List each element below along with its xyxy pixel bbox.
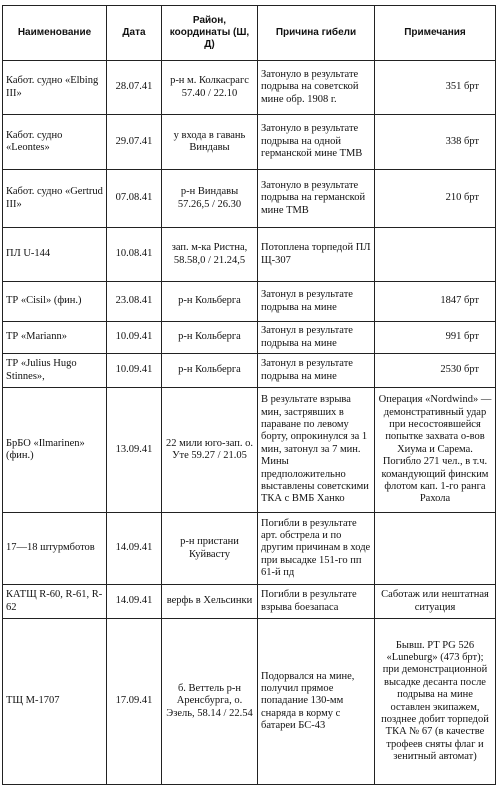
cell-cause: Потоплена торпедой ПЛ Щ-307 xyxy=(258,228,375,282)
cell-name: ТР «Cisil» (фин.) xyxy=(3,282,107,322)
table-row xyxy=(3,61,496,115)
cell-cause: Затонул в результате подрыва на мине xyxy=(258,322,375,354)
cell-date: 29.07.41 xyxy=(107,115,162,170)
cell-name: ТР «Julius Hugo Stinnes», xyxy=(3,354,107,388)
cell-cause: Затонуло в результате подрыва на советской мине обр. 1908 г. xyxy=(258,61,375,115)
cell-note: Саботаж или нештатная ситуация xyxy=(375,585,496,619)
cell-name: БрБО «Ilmarinen» (фин.) xyxy=(3,388,107,513)
header-notes: Примечания xyxy=(375,6,496,61)
cell-area: у входа в гавань Виндавы xyxy=(162,115,258,170)
cell-cause: Погибли в результате взрыва боезапаса xyxy=(258,585,375,619)
cell-date: 07.08.41 xyxy=(107,170,162,228)
cell-name: ПЛ U-144 xyxy=(3,228,107,282)
cell-date: 17.09.41 xyxy=(107,619,162,785)
table-row xyxy=(3,170,496,228)
table-row xyxy=(3,322,496,354)
cell-area: р-н пристани Куйвасту xyxy=(162,513,258,585)
cell-cause: Затонуло в результате подрыва на одной германской мине ТМВ xyxy=(258,115,375,170)
cell-note: Операция «Nordwind» — демонстративный удар при несостоявшейся попытке захвата о-вов Хиума и Сарема. Погибло 271 чел., в т.ч. командующий финским флотом кап. 1-го ранга Рахола xyxy=(375,388,496,513)
table-row xyxy=(3,115,496,170)
cell-date: 28.07.41 xyxy=(107,61,162,115)
cell-date: 23.08.41 xyxy=(107,282,162,322)
cell-note: 338 брт xyxy=(375,115,496,170)
table-row xyxy=(3,228,496,282)
cell-name: КАТЩ R-60, R-61, R-62 xyxy=(3,585,107,619)
header-date: Дата xyxy=(107,6,162,61)
cell-cause: В результате взрыва мин, застрявших в параване по левому борту, опрокинулся за 1 мин, затонул за 7 мин. Мины предположительно выставлены советскими ТКА с ВМБ Ханко xyxy=(258,388,375,513)
cell-area: р-н Кольберга xyxy=(162,322,258,354)
table-row xyxy=(3,282,496,322)
table-row xyxy=(3,388,496,513)
cell-cause: Затонул в результате подрыва на мине xyxy=(258,282,375,322)
cell-date: 14.09.41 xyxy=(107,513,162,585)
cell-note: 2530 брт xyxy=(375,354,496,388)
cell-date: 13.09.41 xyxy=(107,388,162,513)
cell-date: 10.09.41 xyxy=(107,322,162,354)
cell-note: 1847 брт xyxy=(375,282,496,322)
cell-area: р-н Кольберга xyxy=(162,354,258,388)
cell-name: ТЩ М-1707 xyxy=(3,619,107,785)
header-row xyxy=(3,6,496,61)
cell-area: зап. м-ка Ристна, 58.58,0 / 21.24,5 xyxy=(162,228,258,282)
cell-area: р-н Виндавы 57.26,5 / 26.30 xyxy=(162,170,258,228)
cell-name: ТР «Mariann» xyxy=(3,322,107,354)
cell-name: Кабот. судно «Leontes» xyxy=(3,115,107,170)
cell-note xyxy=(375,513,496,585)
table-row xyxy=(3,513,496,585)
cell-date: 14.09.41 xyxy=(107,585,162,619)
cell-name: Кабот. судно «Elbing III» xyxy=(3,61,107,115)
cell-note: Бывш. РТ PG 526 «Luneburg» (473 брт); при демонстрационной высадке десанта после подрыва на мине оставлен экипажем, позднее добит торпедой ТКА № 67 (в качестве трофеев сняты флаг и зенитный автомат) xyxy=(375,619,496,785)
cell-area: 22 мили юго-зап. о. Уте 59.27 / 21.05 xyxy=(162,388,258,513)
table-row xyxy=(3,354,496,388)
cell-cause: Погибли в результате арт. обстрела и по другим причинам в ходе при высадке 151-го пп 61-й пд xyxy=(258,513,375,585)
cell-name: Кабот. судно «Gertrud III» xyxy=(3,170,107,228)
cell-area: р-н м. Колкасрагс 57.40 / 22.10 xyxy=(162,61,258,115)
cell-area: б. Веттель р-н Аренсбурга, о. Эзель, 58.14 / 22.54 xyxy=(162,619,258,785)
cell-note: 991 брт xyxy=(375,322,496,354)
losses-table xyxy=(2,5,496,785)
header-area: Район, координаты (Ш, Д) xyxy=(162,6,258,61)
cell-date: 10.09.41 xyxy=(107,354,162,388)
cell-name: 17—18 штурмботов xyxy=(3,513,107,585)
cell-note: 210 брт xyxy=(375,170,496,228)
cell-area: р-н Кольберга xyxy=(162,282,258,322)
cell-note: 351 брт xyxy=(375,61,496,115)
header-name: Наименование xyxy=(3,6,107,61)
table-row xyxy=(3,619,496,785)
cell-note xyxy=(375,228,496,282)
cell-cause: Подорвался на мине, получил прямое попадание 130-мм снаряда в корму с батареи БС-43 xyxy=(258,619,375,785)
table-row xyxy=(3,585,496,619)
header-cause: Причина гибели xyxy=(258,6,375,61)
cell-date: 10.08.41 xyxy=(107,228,162,282)
cell-cause: Затонуло в результате подрыва на германской мине ТМВ xyxy=(258,170,375,228)
cell-area: верфь в Хельсинки xyxy=(162,585,258,619)
cell-cause: Затонул в результате подрыва на мине xyxy=(258,354,375,388)
